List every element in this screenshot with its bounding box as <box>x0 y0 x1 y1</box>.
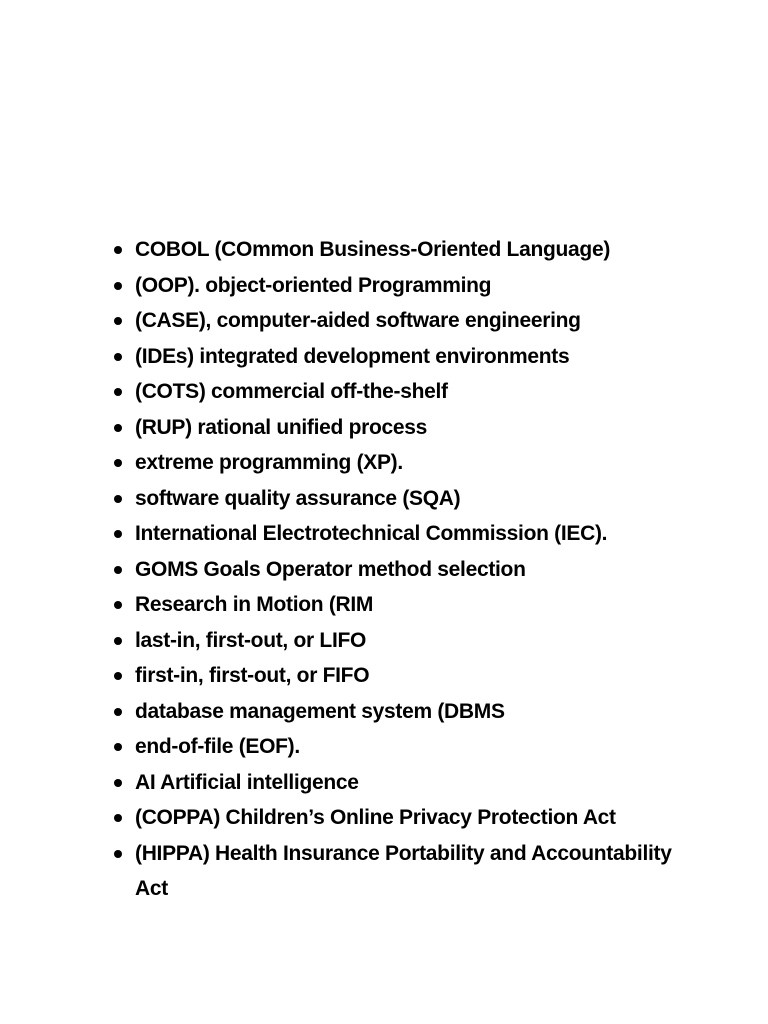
bullet-icon <box>114 317 122 325</box>
list-item-text: (COPPA) Children’s Online Privacy Protection Act <box>135 806 616 829</box>
list-item <box>0 729 695 765</box>
list-item <box>0 339 695 375</box>
list-item <box>0 303 695 339</box>
list-item-text: software quality assurance (SQA) <box>135 486 461 510</box>
list-item-text: last-in, first-out, or LIFO <box>135 628 367 652</box>
bullet-icon <box>114 637 122 645</box>
list-item <box>0 268 695 304</box>
list-item <box>0 232 695 268</box>
list-item <box>0 552 695 588</box>
list-item-text: (RUP) rational unified process <box>135 415 428 439</box>
list-item-text: GOMS Goals Operator method selection <box>135 557 526 581</box>
list-item-text: (IDEs) integrated development environments <box>135 344 570 368</box>
bullet-icon <box>114 672 122 680</box>
list-item <box>0 374 695 410</box>
list-item-text: COBOL (COmmon Business-Oriented Language) <box>135 238 611 261</box>
list-item <box>0 623 695 659</box>
bullet-icon <box>114 530 122 538</box>
bullet-icon <box>114 814 122 822</box>
bullet-icon <box>114 743 122 751</box>
list-item <box>0 481 695 517</box>
list-item <box>0 445 695 481</box>
list-item <box>0 587 695 623</box>
bullet-icon <box>114 388 122 396</box>
list-item-text: AI Artificial intelligence <box>135 770 359 794</box>
bullet-icon <box>114 282 122 290</box>
bullet-icon <box>114 850 122 858</box>
list-item-text: (COTS) commercial off-the-shelf <box>135 380 448 403</box>
list-item-text: Research in Motion (RIM <box>135 593 374 616</box>
list-item-text: extreme programming (XP). <box>135 451 403 474</box>
bullet-icon <box>114 246 122 254</box>
bullet-icon <box>114 566 122 574</box>
list-item-text: (HIPPA) Health Insurance Portability and Accountability Act <box>135 841 672 900</box>
list-item <box>0 765 695 801</box>
list-item-text: first-in, first-out, or FIFO <box>135 664 370 687</box>
acronym-list <box>0 232 720 907</box>
bullet-icon <box>114 459 122 467</box>
bullet-icon <box>114 495 122 503</box>
list-item <box>0 836 695 907</box>
list-item <box>0 516 695 552</box>
bullet-icon <box>114 353 122 361</box>
list-item-text: (OOP). object-oriented Programming <box>135 273 492 297</box>
bullet-icon <box>114 424 122 432</box>
list-item <box>0 410 695 446</box>
list-item <box>0 800 695 836</box>
list-item-text: International Electrotechnical Commission (IEC). <box>135 522 608 545</box>
list-item-text: end-of-file (EOF). <box>135 735 300 758</box>
bullet-icon <box>114 708 122 716</box>
list-item-text: database management system (DBMS <box>135 699 505 723</box>
list-item-text: (CASE), computer-aided software engineering <box>135 309 581 332</box>
list-item <box>0 658 695 694</box>
list-item <box>0 694 695 730</box>
bullet-icon <box>114 601 122 609</box>
bullet-icon <box>114 779 122 787</box>
